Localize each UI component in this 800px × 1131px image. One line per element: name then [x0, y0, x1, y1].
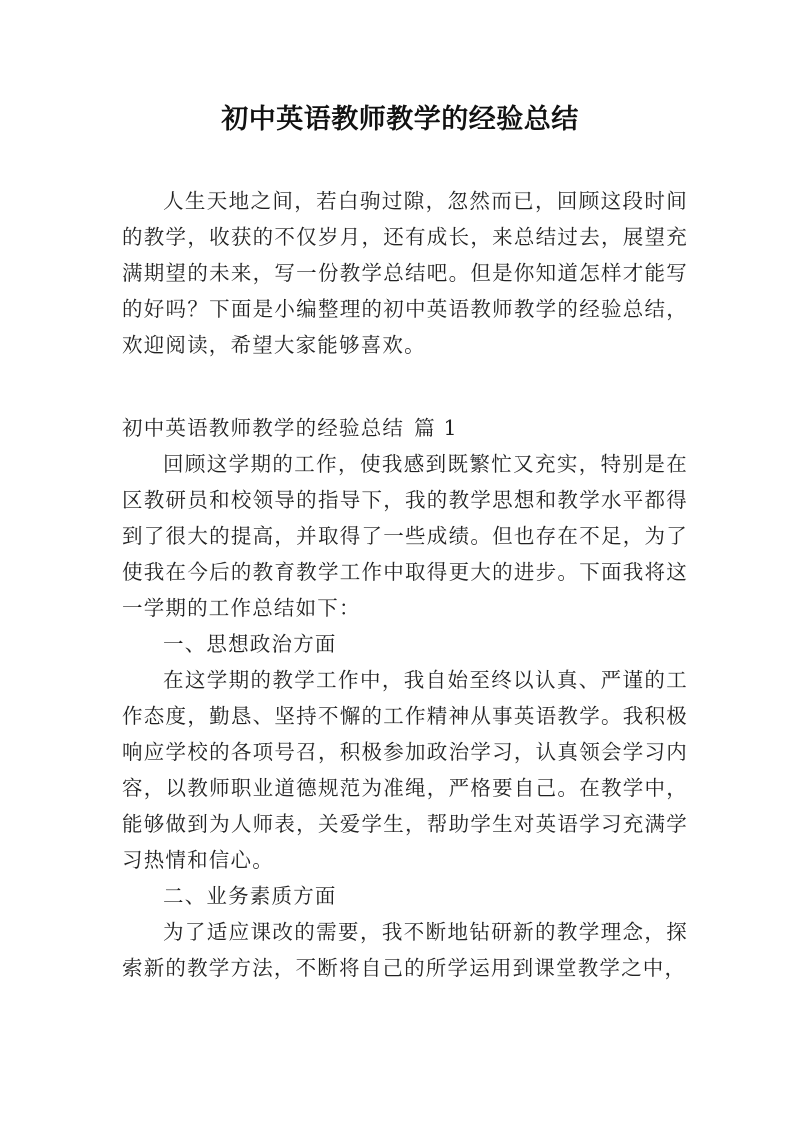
section-paragraph: 在这学期的教学工作中，我自始至终以认真、严谨的工作态度，勤恳、坚持不懈的工作精神从事英语教学。我积极响应学校的各项号召，积极参加政治学习，认真领会学习内容，以教师职业道德规范为准绳，严格要自己。在教学中，能够做到为人师表，关爱学生，帮助学生对英语学习充满学习热情和信心。	[122, 668, 688, 872]
section-paragraph: 为了适应课改的需要，我不断地钻研新的教学理念，探索新的教学方法，不断将自己的所学运用到课堂教学之中，	[122, 920, 688, 980]
intro-block	[122, 183, 688, 363]
document-title: 初中英语教师教学的经验总结	[221, 104, 579, 135]
section-heading	[122, 410, 688, 446]
section-1	[122, 410, 688, 986]
subheading-professional: 二、业务素质方面	[163, 884, 337, 908]
section-paragraph: 回顾这学期的工作，使我感到既繁忙又充实，特别是在区教研员和校领导的指导下，我的教学思想和教学水平都得到了很大的提高，并取得了一些成绩。但也存在不足，为了使我在今后的教育教学工作中取得更大的进步。下面我将这一学期的工作总结如下：	[122, 452, 688, 620]
section-heading-text: 初中英语教师教学的经验总结	[122, 416, 405, 440]
subheading-political: 一、思想政治方面	[163, 632, 337, 656]
section-part-label: 篇 1	[414, 416, 458, 440]
intro-paragraph: 人生天地之间，若白驹过隙，忽然而已，回顾这段时间的教学，收获的不仅岁月，还有成长，来总结过去，展望充满期望的未来，写一份教学总结吧。但是你知道怎样才能写的好吗？下面是小编整理的初中英语教师教学的经验总结，欢迎阅读，希望大家能够喜欢。	[122, 189, 688, 357]
